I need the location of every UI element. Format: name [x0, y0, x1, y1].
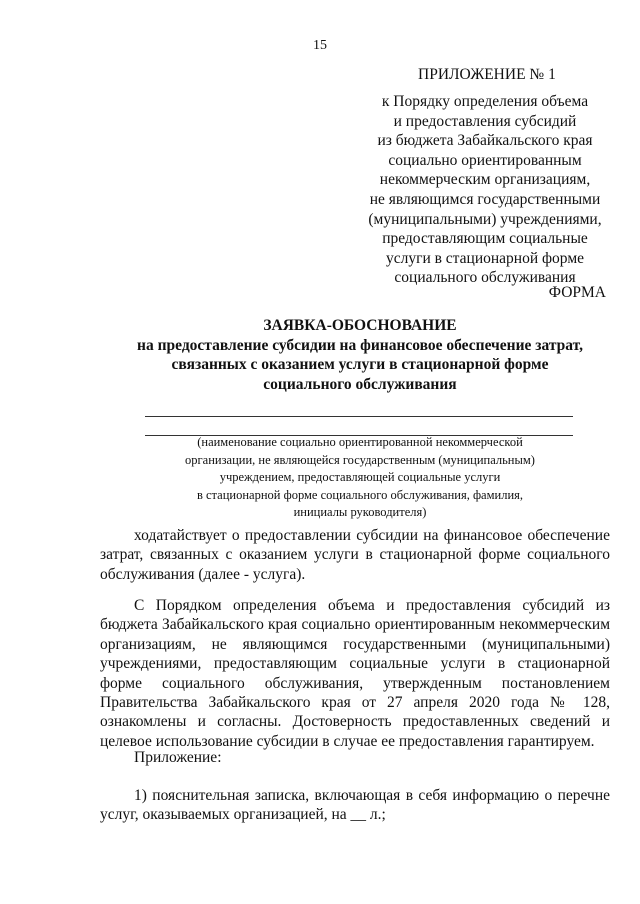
appendix-line: услуги в стационарной форме	[385, 249, 585, 267]
field-caption-line: инициалы руководителя)	[293, 505, 427, 520]
document-title-line: социального обслуживания	[263, 375, 457, 393]
paragraph-text: Приложение:	[134, 749, 222, 766]
appendix-reference	[360, 92, 610, 288]
document-title-main: ЗАЯВКА-ОБОСНОВАНИЕ	[263, 317, 457, 334]
paragraph-text: С Порядком определения объема и предоставления субсидий из бюджета Забайкальского края социально ориентированным некоммерческим организациям, не являющимся государственными (муниципальными) учреждениями, предоставляющим социальные услуги в стационарной форме социального обслуживания, утвержденным постановлением Правительства Забайкальского края от 27 апреля 2020 года № 128, ознакомлены и согласны. Достоверность предоставленных сведений и целевое использование субсидии в случае ее предоставления гарантируем.	[100, 597, 610, 750]
field-caption	[130, 434, 590, 522]
appendix-line: социального обслуживания	[394, 269, 576, 287]
field-caption-line: учреждением, предоставляющей социальные услуги	[219, 470, 501, 485]
appendix-line: и предоставления субсидий	[393, 112, 577, 130]
appendix-line: социально ориентированным	[388, 151, 582, 169]
body-paragraph	[100, 786, 610, 825]
document-title-line: связанных с оказанием услуги в стационарной форме	[171, 356, 549, 374]
paragraph-text: ходатайствует о предоставлении субсидии на финансовое обеспечение затрат, связанных с оказанием услуги в стационарной форме социального обслуживания (далее - услуга).	[100, 527, 610, 583]
appendix-line: некоммерческим организациям,	[379, 171, 591, 189]
appendix-line: из бюджета Забайкальского края	[377, 132, 593, 150]
document-title	[60, 316, 640, 394]
appendix-line: предоставляющим социальные	[382, 230, 588, 248]
appendix-line: не являющимся государственными	[369, 190, 601, 208]
body-paragraph	[100, 596, 610, 751]
appendix-title: ПРИЛОЖЕНИЕ № 1	[418, 66, 556, 83]
appendix-line: к Порядку определения объема	[381, 93, 589, 110]
appendix-line: (муниципальными) учреждениями,	[368, 210, 602, 228]
page-number: 15	[313, 38, 327, 53]
form-label: ФОРМА	[548, 284, 606, 301]
field-caption-line: организации, не являющейся государственным (муниципальным)	[185, 452, 535, 467]
field-caption-line: в стационарной форме социального обслуживания, фамилия,	[196, 487, 524, 502]
appendix-heading	[100, 748, 610, 767]
body-paragraph	[100, 526, 610, 584]
field-caption-line: (наименование социально ориентированной некоммерческой	[197, 435, 523, 449]
paragraph-text: 1) пояснительная записка, включающая в себя информацию о перечне услуг, оказываемых организацией, на __ л.;	[100, 787, 610, 824]
fill-in-line[interactable]	[145, 416, 573, 417]
document-title-line: на предоставление субсидии на финансовое обеспечение затрат,	[137, 336, 583, 354]
